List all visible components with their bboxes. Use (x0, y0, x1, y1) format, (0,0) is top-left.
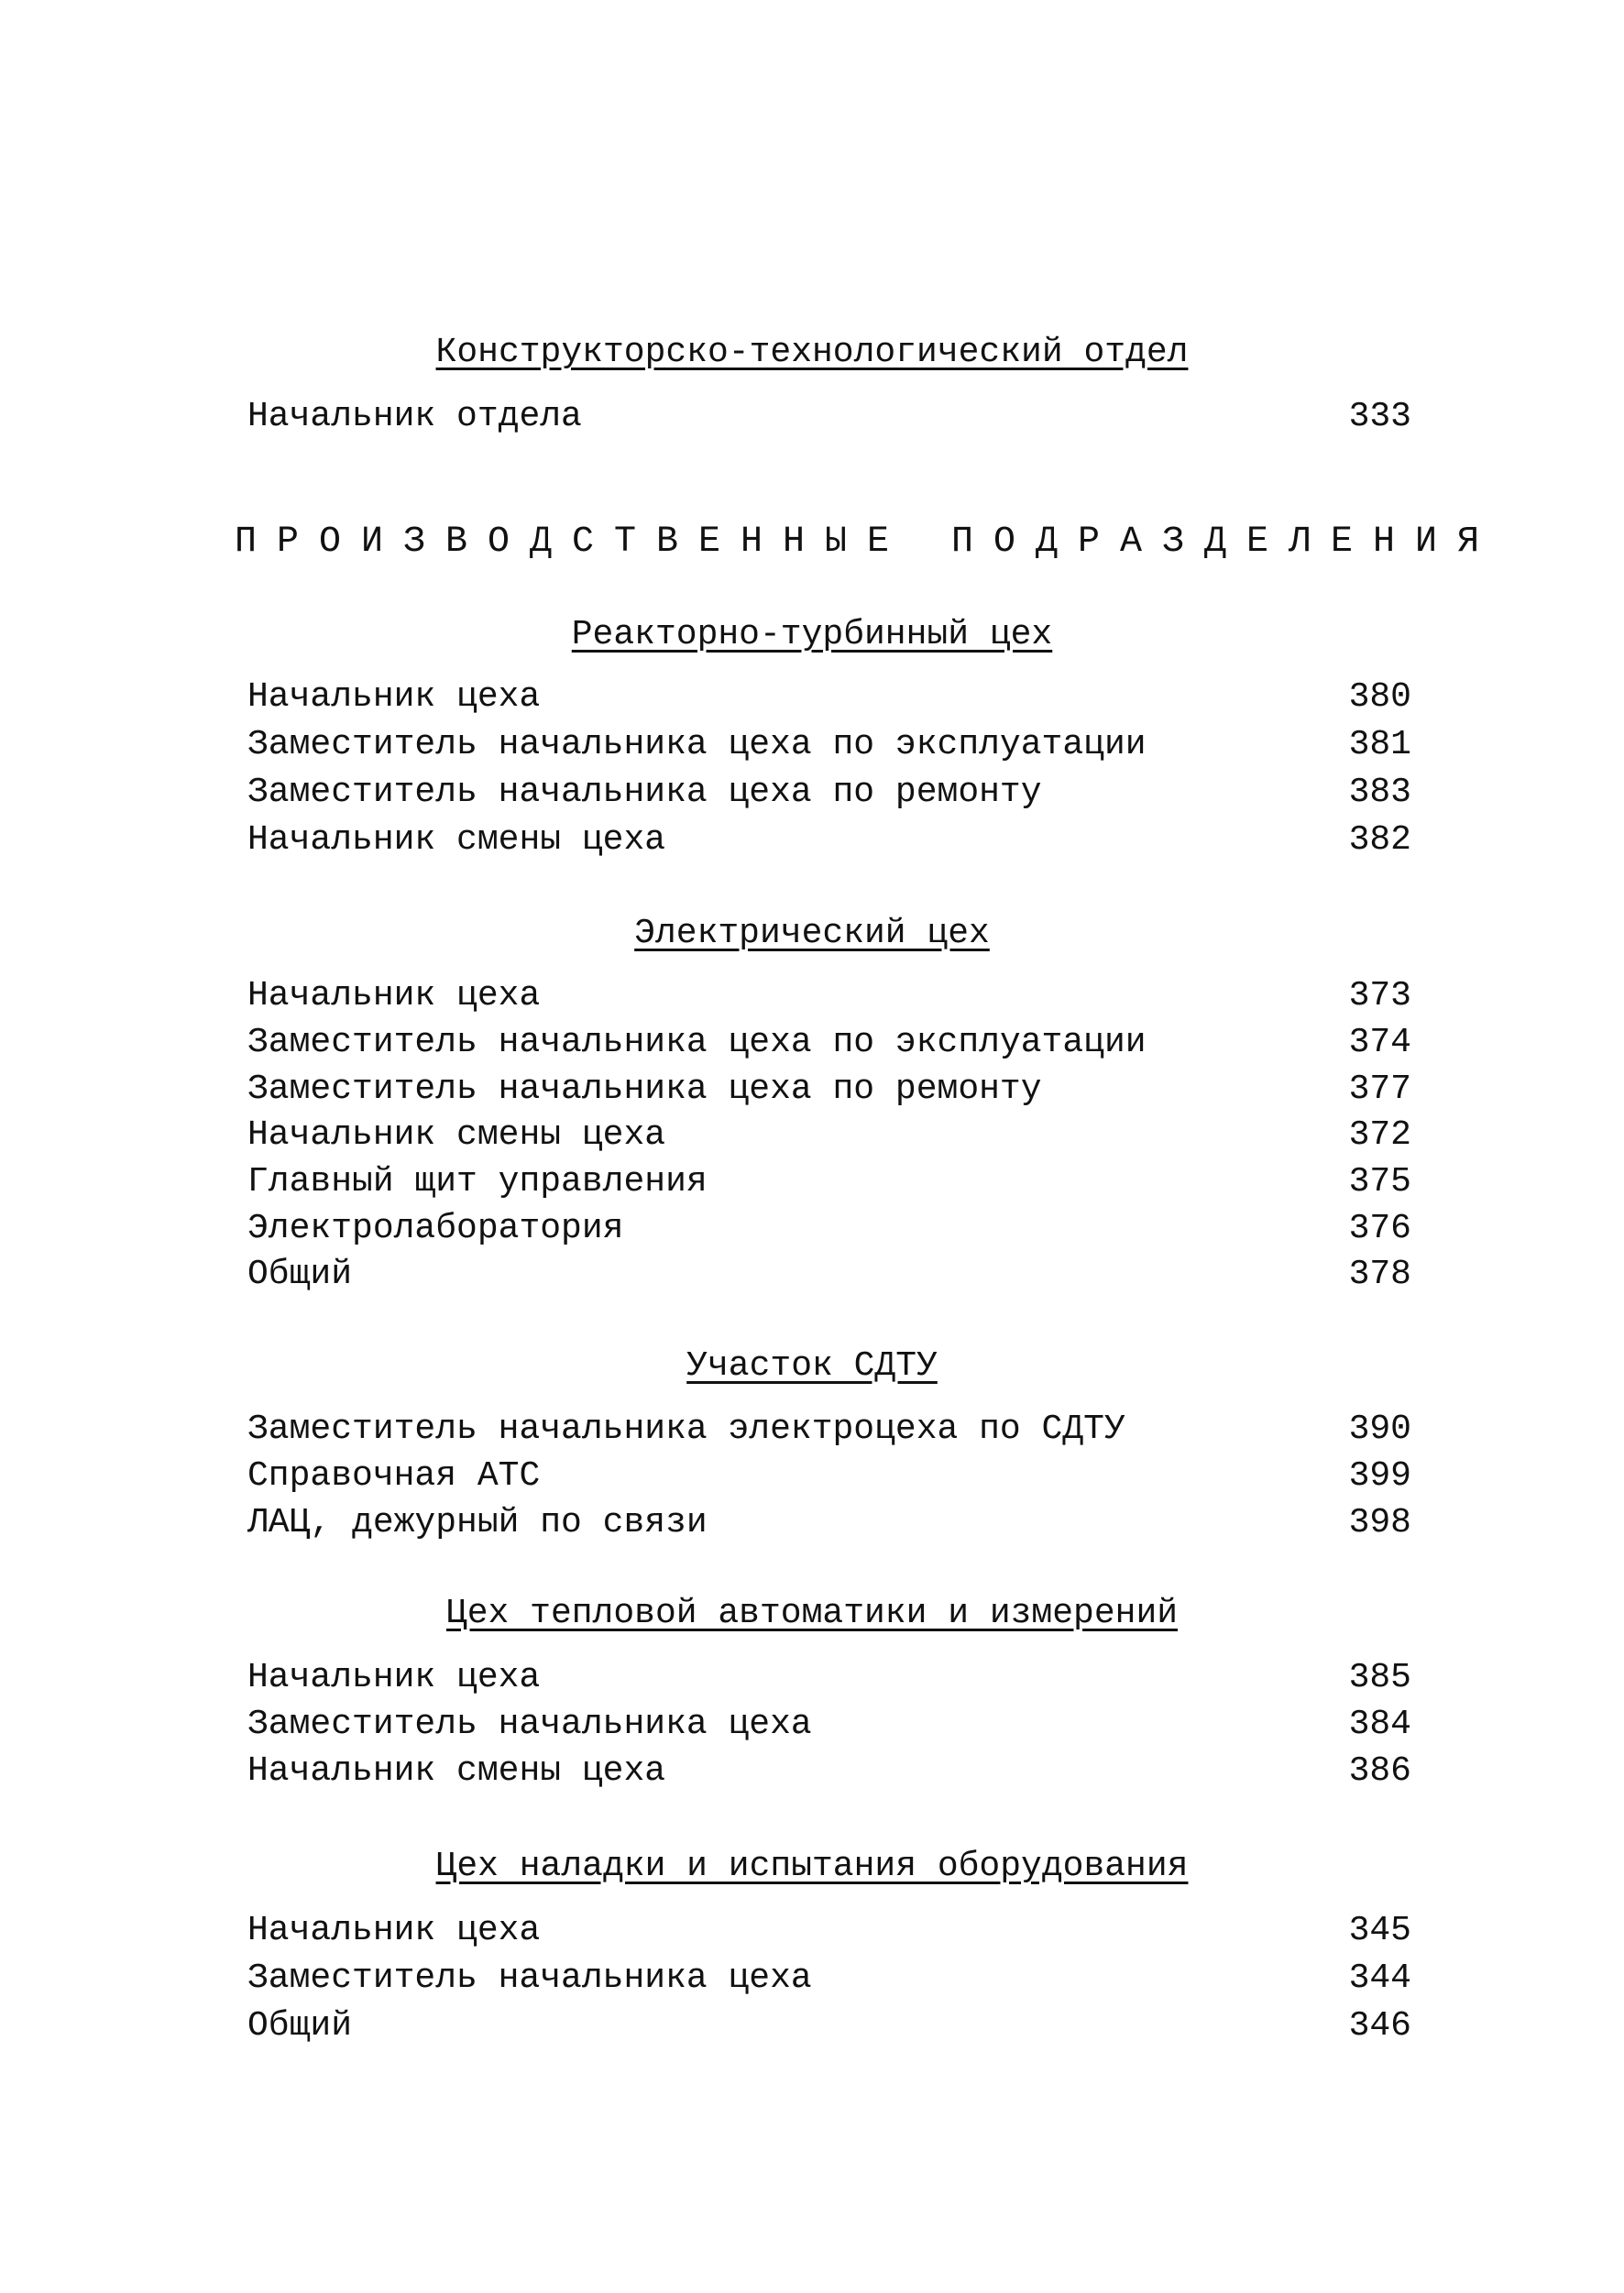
entry-number: 384 (1348, 1705, 1411, 1744)
list-item (247, 1206, 1411, 1252)
entry-label: Начальник смены цеха (247, 1751, 666, 1791)
entry-label: Общий (247, 2006, 353, 2046)
list-item (247, 770, 1411, 816)
entry-label: Электролаборатория (247, 1209, 624, 1248)
entry-number: 382 (1348, 820, 1411, 860)
entry-number: 377 (1348, 1070, 1411, 1109)
entry-label: Заместитель начальника цеха по эксплуатации (247, 725, 1147, 764)
entry-label: Начальник цеха (247, 677, 541, 717)
entry-number: 376 (1348, 1209, 1411, 1248)
entry-label: Начальник смены цеха (247, 1115, 666, 1155)
list-item (247, 1749, 1411, 1794)
entry-number: 383 (1348, 773, 1411, 812)
list-item (247, 675, 1411, 720)
entry-label: Начальник цеха (247, 976, 541, 1015)
list-item (247, 1020, 1411, 1066)
entry-number: 398 (1348, 1503, 1411, 1542)
list-item (247, 394, 1411, 440)
list-item (247, 1159, 1411, 1205)
entry-number: 372 (1348, 1115, 1411, 1155)
list-item (247, 1252, 1411, 1298)
entry-number: 378 (1348, 1255, 1411, 1294)
entry-label: Заместитель начальника цеха по ремонту (247, 773, 1042, 812)
entry-number: 390 (1348, 1410, 1411, 1449)
entry-number: 399 (1348, 1456, 1411, 1496)
list-item (247, 1067, 1411, 1113)
production-units-title: ПРОИЗВОДСТВЕННЫЕ ПОДРАЗДЕЛЕНИЯ (234, 521, 1500, 563)
list-item (247, 1500, 1411, 1546)
entry-number: 344 (1348, 1958, 1411, 1998)
list-item (247, 973, 1411, 1019)
entry-number: 374 (1348, 1023, 1411, 1062)
list-item (247, 1113, 1411, 1158)
entry-label: Главный щит управления (247, 1162, 708, 1201)
list-item (247, 1956, 1411, 2002)
entry-number: 385 (1348, 1658, 1411, 1697)
entry-label: Начальник смены цеха (247, 820, 666, 860)
list-item (247, 1908, 1411, 1954)
entry-label: Начальник цеха (247, 1911, 541, 1950)
section-heading-sdtu: Участок СДТУ (686, 1346, 938, 1386)
entry-label: Начальник цеха (247, 1658, 541, 1697)
entry-number: 333 (1348, 397, 1411, 436)
list-item (247, 722, 1411, 768)
entry-number: 380 (1348, 677, 1411, 717)
section-heading-reactor-turbine: Реакторно-турбинный цех (571, 615, 1053, 654)
list-item (247, 2003, 1411, 2049)
entry-label: Справочная АТС (247, 1456, 541, 1496)
entry-number: 381 (1348, 725, 1411, 764)
entry-label: Заместитель начальника цеха по ремонту (247, 1070, 1042, 1109)
list-item (247, 1655, 1411, 1701)
entry-label: Заместитель начальника электроцеха по СДТУ (247, 1410, 1125, 1449)
list-item (247, 817, 1411, 863)
section-heading-electrical: Электрический цех (634, 914, 990, 953)
section-heading-commissioning: Цех наладки и испытания оборудования (435, 1847, 1189, 1886)
entry-label: Заместитель начальника цеха (247, 1958, 812, 1998)
section-heading-thermal-automation: Цех тепловой автоматики и измерений (445, 1594, 1179, 1633)
list-item (247, 1702, 1411, 1748)
entry-label: Заместитель начальника цеха по эксплуатации (247, 1023, 1147, 1062)
entry-number: 373 (1348, 976, 1411, 1015)
list-item (247, 1454, 1411, 1499)
entry-label: Общий (247, 1255, 353, 1294)
entry-number: 345 (1348, 1911, 1411, 1950)
list-item (247, 1407, 1411, 1453)
entry-label: ЛАЦ, дежурный по связи (247, 1503, 708, 1542)
section-heading-design-department: Конструкторско-технологический отдел (435, 333, 1189, 372)
entry-label: Начальник отдела (247, 397, 582, 436)
entry-number: 375 (1348, 1162, 1411, 1201)
entry-number: 346 (1348, 2006, 1411, 2046)
entry-number: 386 (1348, 1751, 1411, 1791)
entry-label: Заместитель начальника цеха (247, 1705, 812, 1744)
